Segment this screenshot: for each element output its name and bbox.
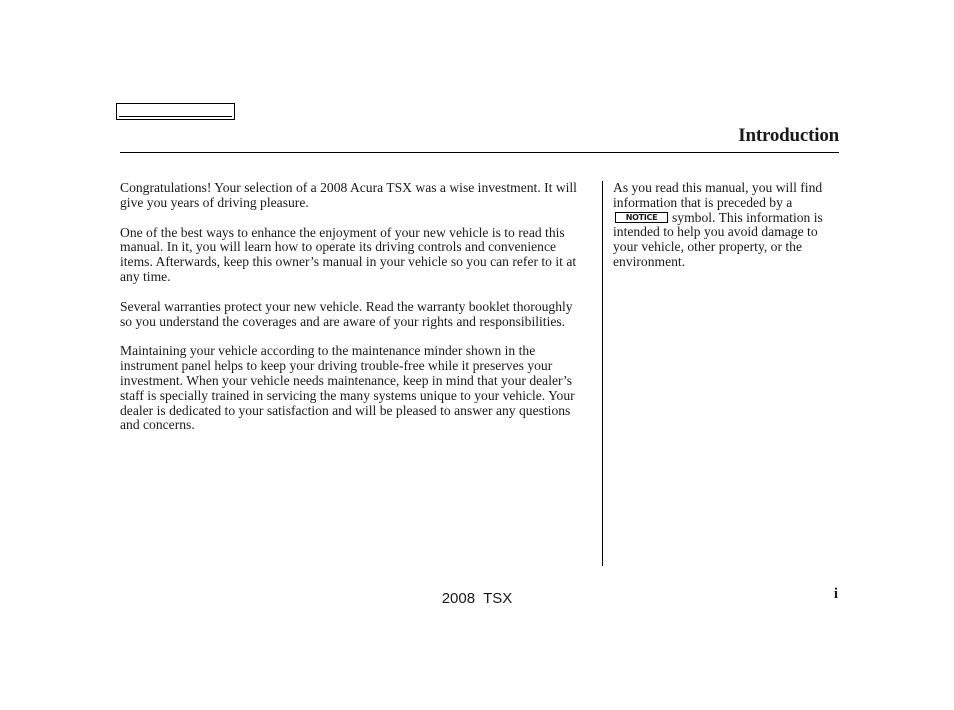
paragraph-congratulations: Congratulations! Your selection of a 2008 Acura TSX was a wise investment. It will give you years of driving pleasure.	[120, 180, 577, 210]
paragraph-maintenance: Maintaining your vehicle according to the maintenance minder shown in the instrument panel helps to keep your driving trouble-free while it preserves your investment. When your vehicle needs maintenance, keep in mind that your dealer’s staff is specially trained in servicing the many systems unique to your vehicle. Your dealer is dedicated to your satisfaction and will be pleased to answer any questions and concerns.	[120, 343, 575, 433]
nav-tab-box[interactable]	[116, 103, 235, 120]
notice-paragraph	[613, 181, 839, 270]
column-divider	[602, 181, 603, 566]
paragraph-read-manual: One of the best ways to enhance the enjoyment of your new vehicle is to read this manual. In it, you will learn how to operate its driving controls and convenience items. Afterwards, keep this owner’s manual in your vehicle so you can refer to it at any time.	[120, 224, 577, 284]
left-column	[120, 181, 584, 448]
notice-badge-icon	[615, 212, 668, 223]
header-rule	[120, 152, 839, 153]
notice-badge-label: NOTICE	[625, 212, 658, 222]
page-number: i	[833, 586, 838, 602]
footer-model: 2008 TSX	[441, 590, 513, 607]
right-column	[613, 181, 839, 270]
section-title: Introduction	[738, 125, 839, 146]
notice-text-before: As you read this manual, you will find information that is preceded by a	[613, 180, 823, 210]
paragraph-warranties: Several warranties protect your new vehicle. Read the warranty booklet thoroughly so you understand the coverages and are aware of your rights and responsibilities.	[120, 298, 573, 329]
notice-text-after: symbol. This information is intended to help you avoid damage to your vehicle, other property, or the environment.	[613, 209, 823, 269]
